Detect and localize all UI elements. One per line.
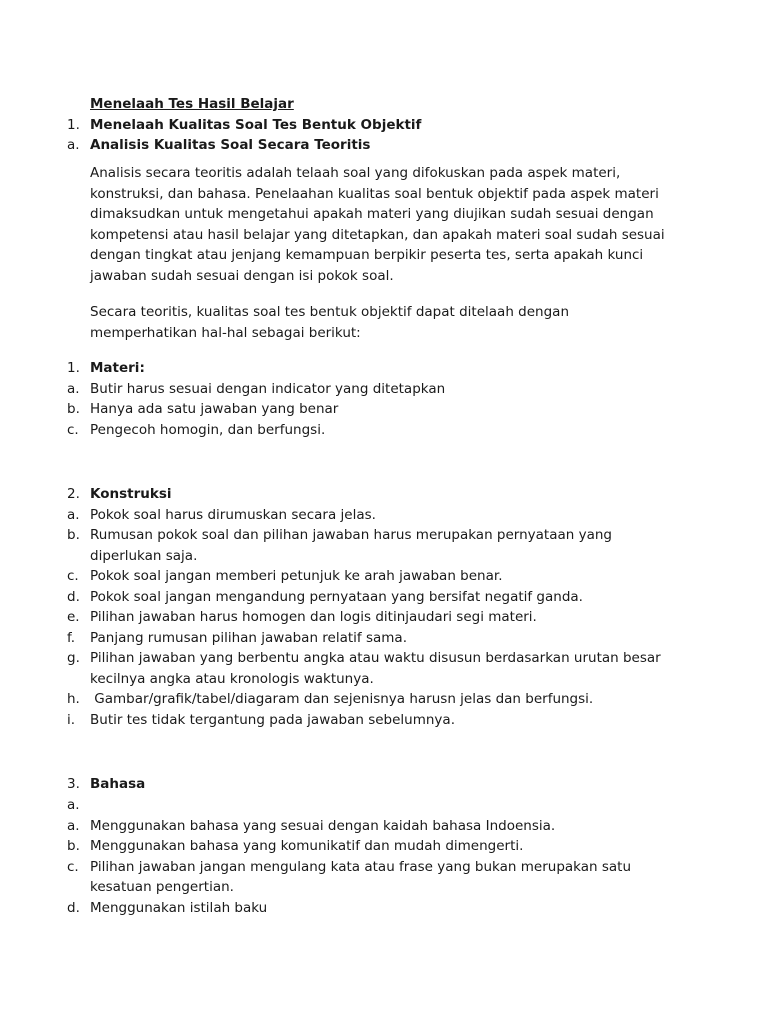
list-item-text: kesatuan pengertian.: [90, 879, 234, 895]
list-item-text: Butir harus sesuai dengan indicator yang ditetapkan: [90, 381, 446, 397]
list-marker: g.: [67, 650, 80, 666]
list-item-text: Pilihan jawaban yang berbentu angka atau waktu disusun berdasarkan urutan besar: [90, 650, 661, 666]
list-item-text: Pilihan jawaban jangan mengulang kata atau frase yang bukan merupakan satu: [90, 859, 632, 875]
list-marker: b.: [67, 401, 80, 417]
list-marker: b.: [67, 527, 80, 543]
list-item-text: Hanya ada satu jawaban yang benar: [90, 401, 339, 417]
list-marker: d.: [67, 900, 80, 916]
list-marker: a.: [67, 797, 80, 813]
list-item-text: Pilihan jawaban harus homogen dan logis ditinjaudari segi materi.: [90, 609, 537, 625]
list-marker: h.: [67, 691, 80, 707]
list-marker: b.: [67, 838, 80, 854]
paragraph-line: Secara teoritis, kualitas soal tes bentuk objektif dapat ditelaah dengan: [90, 304, 569, 320]
list-marker: e.: [67, 609, 80, 625]
section-heading-text: Menelaah Kualitas Soal Tes Bentuk Objektif: [90, 117, 422, 133]
list-item-text: Menggunakan istilah baku: [90, 900, 268, 916]
paragraph-line: jawaban sudah sesuai dengan isi pokok soal.: [90, 267, 394, 284]
list-marker: 3.: [67, 776, 80, 792]
list-marker: 1.: [67, 117, 80, 133]
paragraph-line: kompetensi atau hasil belajar yang ditetapkan, dan apakah materi soal sudah sesuai: [90, 226, 665, 243]
list-marker: c.: [67, 422, 79, 438]
list-item-text: Pengecoh homogin, dan berfungsi.: [90, 422, 326, 438]
list-marker: f.: [67, 630, 76, 646]
list-marker: a.: [67, 818, 80, 834]
list-item-text: diperlukan saja.: [90, 548, 198, 564]
paragraph-line: dimaksudkan untuk mengetahui apakah materi yang diujikan sudah sesuai dengan: [90, 206, 654, 222]
paragraph-line: memperhatikan hal-hal sebagai berikut:: [90, 324, 361, 341]
paragraph-analisis: [90, 163, 665, 286]
list-item-text: Pokok soal jangan memberi petunjuk ke arah jawaban benar.: [90, 568, 503, 584]
list-marker: d.: [67, 589, 80, 605]
list-item-text: Pokok soal jangan mengandung pernyataan yang bersifat negatif ganda.: [90, 589, 583, 605]
list-item-text: Panjang rumusan pilihan jawaban relatif sama.: [90, 630, 407, 646]
list-item-text: Menggunakan bahasa yang komunikatif dan mudah dimengerti.: [90, 838, 524, 854]
list-marker: i.: [67, 712, 76, 728]
list-marker: a.: [67, 507, 80, 523]
list-item-text: kecilnya angka atau kronologis waktunya.: [90, 671, 374, 687]
konstruksi-heading-text: Konstruksi: [90, 486, 172, 502]
paragraph-teoritis: [90, 302, 569, 343]
bahasa-heading-text: Bahasa: [90, 776, 146, 792]
list-item-text: Rumusan pokok soal dan pilihan jawaban harus merupakan pernyataan yang: [90, 527, 612, 543]
list-marker: c.: [67, 568, 79, 584]
paragraph-line: Analisis secara teoritis adalah telaah soal yang difokuskan pada aspek materi,: [90, 165, 621, 181]
list-item-text: Butir tes tidak tergantung pada jawaban sebelumnya.: [90, 712, 455, 728]
list-marker: c.: [67, 859, 79, 875]
list-marker: a.: [67, 381, 80, 397]
list-item-text: Pokok soal harus dirumuskan secara jelas.: [90, 507, 376, 523]
paragraph-line: dengan tingkat atau jenjang kemampuan berpikir peserta tes, serta apakah kunci: [90, 247, 644, 263]
paragraph-line: konstruksi, dan bahasa. Penelaahan kualitas soal bentuk objektif pada aspek materi: [90, 185, 659, 202]
list-item-text: Gambar/grafik/tabel/diagaram dan sejenisnya harusn jelas dan berfungsi.: [90, 691, 594, 707]
list-marker: 1.: [67, 360, 80, 376]
list-item-text: Menggunakan bahasa yang sesuai dengan kaidah bahasa Indoensia.: [90, 818, 556, 834]
document-title: Menelaah Tes Hasil Belajar: [90, 96, 294, 112]
section-heading-text: Analisis Kualitas Soal Secara Teoritis: [90, 137, 371, 153]
list-marker: 2.: [67, 486, 80, 502]
list-marker: a.: [67, 137, 80, 153]
materi-heading-text: Materi:: [90, 360, 145, 376]
